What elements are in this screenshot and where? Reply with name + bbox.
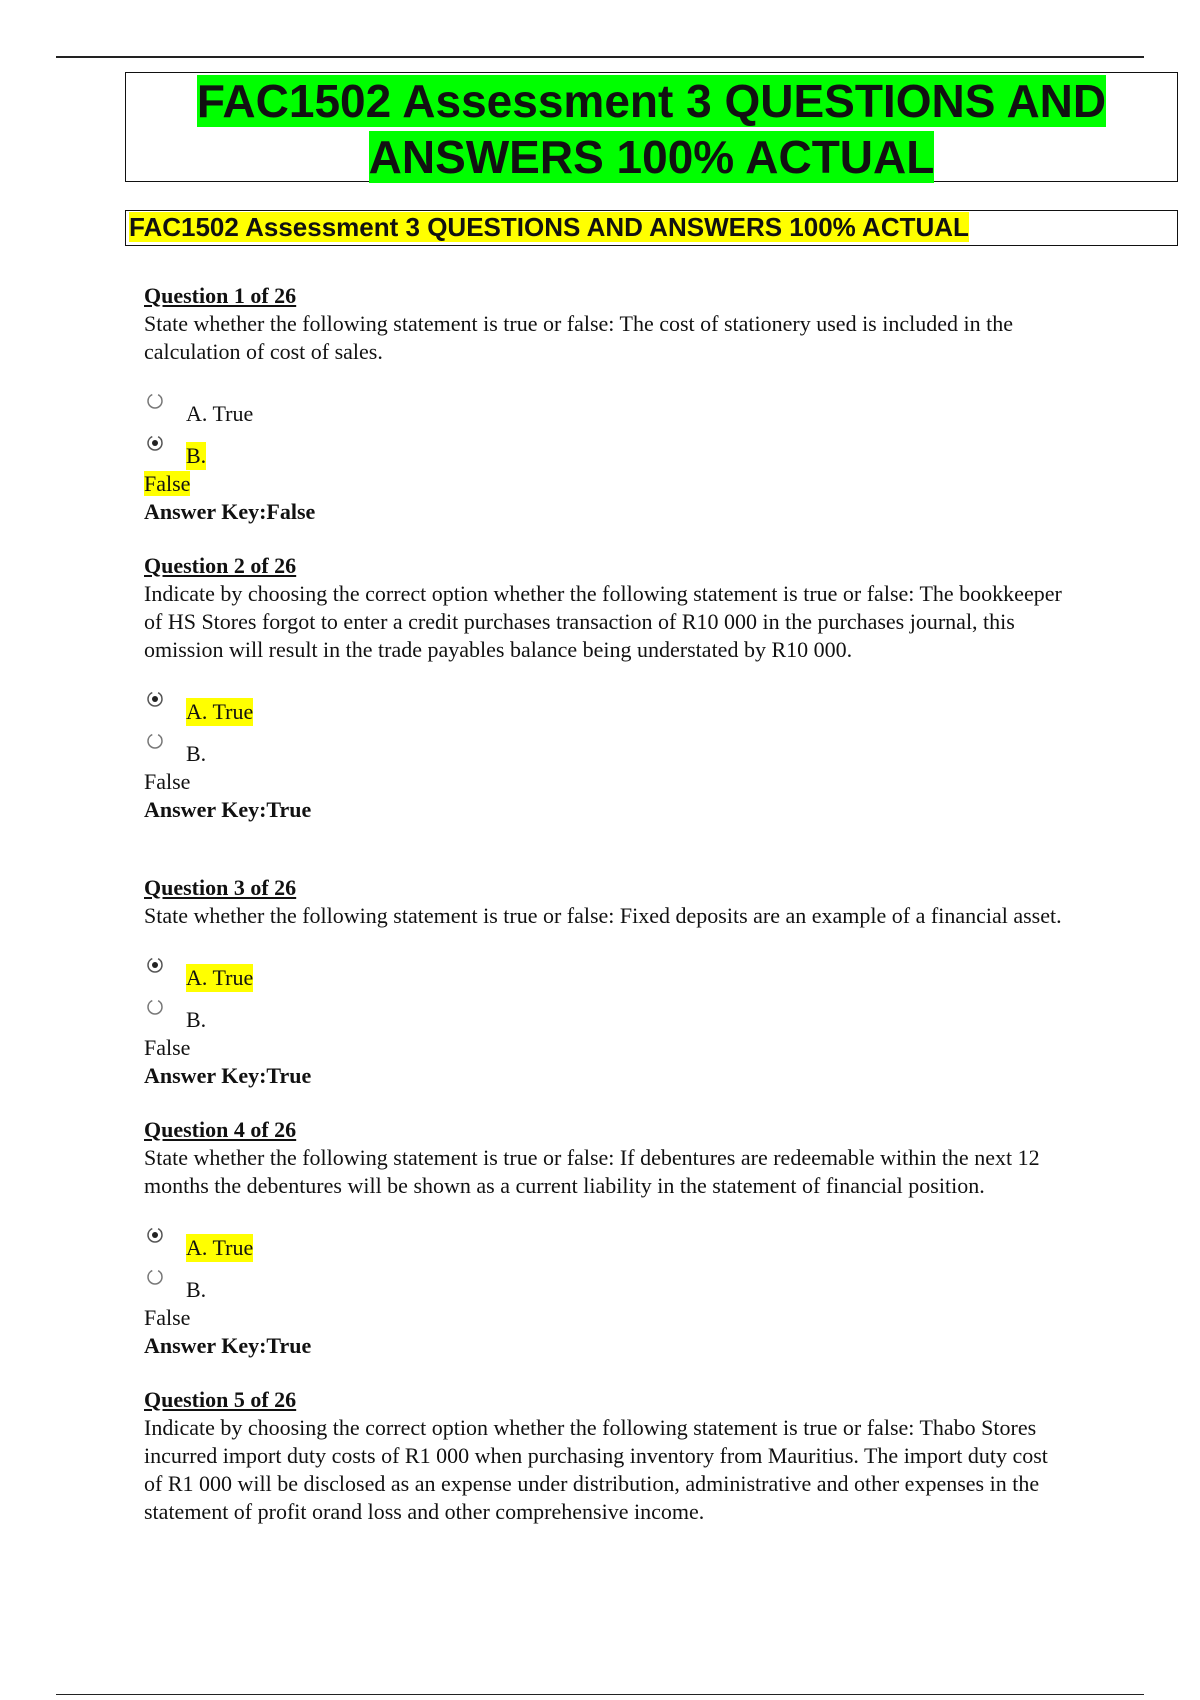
question-text: State whether the following statement is true or false: If debentures are redeemable within the next 12 months the debentures will be shown as a current liability in the statement of financial position. (144, 1145, 1040, 1198)
radio-unselected-icon[interactable] (146, 1268, 164, 1286)
question-title: Question 1 of 26 (144, 283, 297, 308)
document-subtitle: FAC1502 Assessment 3 QUESTIONS AND ANSWERS 100% ACTUAL (129, 212, 969, 242)
option-b-continuation: False (144, 1305, 191, 1330)
option-b[interactable] (144, 1262, 1064, 1304)
document-title-line2: ANSWERS 100% ACTUAL (368, 131, 935, 183)
question-2 (144, 552, 1064, 824)
question-title: Question 2 of 26 (144, 553, 297, 578)
radio-selected-icon[interactable] (146, 956, 164, 974)
option-b-label: B. (186, 443, 207, 468)
option-b-continuation: False (144, 1035, 191, 1060)
options-group (144, 684, 1064, 768)
question-text: State whether the following statement is true or false: Fixed deposits are an example of a financial asset. (144, 903, 1062, 928)
question-5 (144, 1386, 1064, 1526)
question-title: Question 3 of 26 (144, 875, 297, 900)
radio-selected-icon[interactable] (146, 434, 164, 452)
document-title-line1: FAC1502 Assessment 3 QUESTIONS AND (196, 75, 1107, 127)
answer-key: Answer Key:True (144, 797, 312, 822)
answer-key: Answer Key:False (144, 499, 316, 524)
option-b-continuation: False (144, 471, 191, 496)
top-rule (56, 56, 1144, 58)
radio-unselected-icon[interactable] (146, 998, 164, 1016)
radio-selected-icon[interactable] (146, 690, 164, 708)
option-b-label: B. (186, 1277, 207, 1302)
option-b-continuation: False (144, 769, 191, 794)
question-title: Question 5 of 26 (144, 1387, 297, 1412)
question-text: State whether the following statement is true or false: The cost of stationery used is included in the calculation of cost of sales. (144, 311, 1013, 364)
questions-content (144, 282, 1064, 1552)
question-1 (144, 282, 1064, 526)
document-subtitle-box (125, 210, 1178, 246)
option-b[interactable] (144, 726, 1064, 768)
option-a-label: A. True (186, 965, 254, 990)
option-b-label: B. (186, 741, 207, 766)
radio-selected-icon[interactable] (146, 1226, 164, 1244)
option-a[interactable] (144, 950, 1064, 992)
question-3 (144, 874, 1064, 1090)
radio-unselected-icon[interactable] (146, 392, 164, 410)
answer-key: Answer Key:True (144, 1333, 312, 1358)
options-group (144, 1220, 1064, 1304)
bottom-rule (56, 1694, 1144, 1695)
radio-unselected-icon[interactable] (146, 732, 164, 750)
question-4 (144, 1116, 1064, 1360)
options-group (144, 386, 1064, 470)
option-a-label: A. True (186, 401, 254, 426)
option-b-label: B. (186, 1007, 207, 1032)
options-group (144, 950, 1064, 1034)
question-text: Indicate by choosing the correct option whether the following statement is true or false: The bookkeeper of HS Stores forgot to enter a credit purchases transaction of R10 000 in the purchases journal, this omission will result in the trade payables balance being understated by R10 000. (144, 581, 1062, 662)
question-text: Indicate by choosing the correct option whether the following statement is true or false: Thabo Stores incurred import duty costs of R1 000 when purchasing inventory from Mauritius. The import duty cost of R1 000 will be disclosed as an expense under distribution, administrative and other expenses in the statement of profit orand loss and other comprehensive income. (144, 1415, 1048, 1524)
option-b[interactable] (144, 428, 1064, 470)
option-b[interactable] (144, 992, 1064, 1034)
document-title-box (125, 72, 1178, 182)
option-a[interactable] (144, 386, 1064, 428)
option-a[interactable] (144, 1220, 1064, 1262)
option-a[interactable] (144, 684, 1064, 726)
question-title: Question 4 of 26 (144, 1117, 297, 1142)
option-a-label: A. True (186, 699, 254, 724)
option-a-label: A. True (186, 1235, 254, 1260)
answer-key: Answer Key:True (144, 1063, 312, 1088)
